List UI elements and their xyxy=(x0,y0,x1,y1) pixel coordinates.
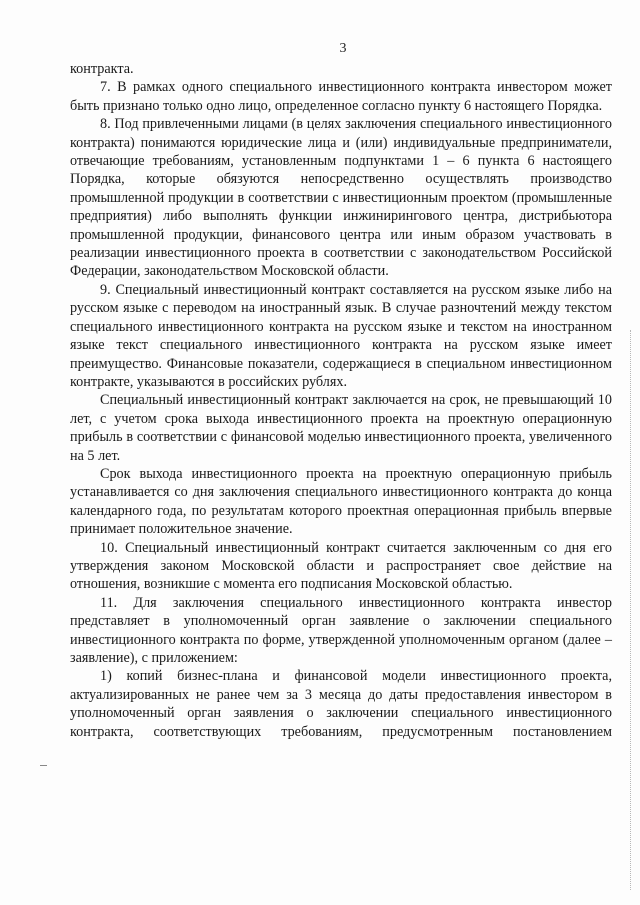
paragraph-continuation: контракта. xyxy=(70,61,134,77)
paragraph-7: 7. В рамках одного специального инвестиционного контракта инвестором может быть признано только одно лицо, определенное согласно пункту 6 настоящего Порядка. xyxy=(70,79,612,114)
paragraph-10: 10. Специальный инвестиционный контракт считается заключенным со дня его утверждения законом Московской области и распространяет свое действие на отношения, возникшие с момента его подписания Московской областью. xyxy=(70,539,612,593)
paragraph-9-term: Специальный инвестиционный контракт заключается на срок, не превышающий 10 лет, с учетом срока выхода инвестиционного проекта на проектную операционную прибыль в соответствии с финансовой моделью инвестиционного проекта, увеличенного на 5 лет. xyxy=(70,392,612,464)
paragraph-11-item-1: 1) копий бизнес-плана и финансовой модели инвестиционного проекта, актуализированных не ранее чем за 3 месяца до даты предоставления инвестором в уполномоченный орган заявления о заключении специального инвестиционного контракта, соответствующих требованиям, предусмотренным постановлением xyxy=(70,668,612,740)
document-body xyxy=(70,60,612,741)
scan-edge-line xyxy=(630,330,631,890)
paragraph-8: 8. Под привлеченными лицами (в целях заключения специального инвестиционного контракта) понимаются юридические лица и (или) индивидуальные предприниматели, отвечающие требованиям, установленным подпунктами 1 – 6 пункта 6 настоящего Порядка, которые обязуются непосредственно осуществлять производство промышленной продукции в соответствии с инвестиционным проектом (промышленные предприятия) либо выполнять функции инжинирингового центра, дистрибьютора промышленной продукции, финансового центра или иным образом участвовать в реализации инвестиционного проекта в соответствии с законодательством Российской Федерации, законодательством Московской области. xyxy=(70,116,612,280)
page-number: 3 xyxy=(339,41,347,56)
paragraph-9-profit-term: Срок выхода инвестиционного проекта на проектную операционную прибыль устанавливается со дня заключения специального инвестиционного контракта до конца календарного года, по результатам которого проектная операционная прибыль впервые принимает положительное значение. xyxy=(70,465,612,538)
paragraph-11: 11. Для заключения специального инвестиционного контракта инвестор представляет в уполномоченный орган заявление о заключении специального инвестиционного контракта по форме, утвержденной уполномоченным органом (далее – заявление), с приложением: xyxy=(70,594,612,666)
paragraph-9: 9. Специальный инвестиционный контракт составляется на русском языке либо на русском языке с переводом на иностранный язык. В случае разночтений между текстом специального инвестиционного контракта на русском языке и текстом на иностранном языке текст специального инвестиционного контракта на русском языке имеет преимущество. Финансовые показатели, содержащиеся в специальном инвестиционном контракте, указываются в российских рублях. xyxy=(70,281,612,390)
margin-mark xyxy=(40,765,47,766)
